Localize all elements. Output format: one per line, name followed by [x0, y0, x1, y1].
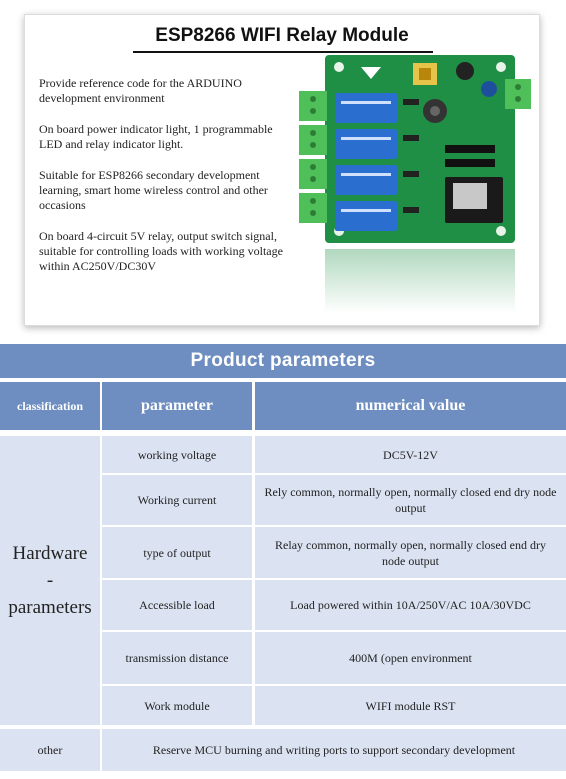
feature-item: On board 4-circuit 5V relay, output switch signal, suitable for controlling loads with working voltage within AC250V/DC30V	[39, 229, 283, 273]
value-header: numerical value	[255, 382, 566, 430]
value-work-module: WIFI module RST	[255, 686, 566, 725]
feature-list	[39, 76, 291, 290]
value-working-voltage: DC5V-12V	[255, 436, 566, 473]
value-type-of-output: Relay common, normally open, normally closed end dry node output	[255, 527, 566, 578]
hardware-parameters-label: Hardware - parameters	[0, 436, 100, 725]
param-accessible-load: Accessible load	[102, 580, 252, 630]
feature-item: Provide reference code for the ARDUINO development environment	[39, 76, 242, 105]
product-title: ESP8266 WIFI Relay Module	[155, 25, 409, 46]
param-working-voltage: working voltage	[102, 436, 252, 473]
board-reflection	[325, 249, 515, 313]
capacitor	[456, 62, 474, 80]
feature-item: On board power indicator light, 1 programmable LED and relay indicator light.	[39, 122, 273, 151]
param-work-module: Work module	[102, 686, 252, 725]
left-terminal-blocks	[299, 91, 327, 223]
value-accessible-load: Load powered within 10A/250V/AC 10A/30VDC	[255, 580, 566, 630]
relay-board-image	[295, 49, 535, 319]
param-type-of-output: type of output	[102, 527, 252, 578]
param-working-current: Working current	[102, 475, 252, 525]
value-transmission-distance: 400M (open environment	[255, 632, 566, 684]
relay-board-drawing	[295, 49, 535, 319]
classification-header: classification	[0, 382, 100, 430]
value-working-current: Rely common, normally open, normally closed end dry node output	[255, 475, 566, 525]
parameter-header: parameter	[102, 382, 252, 430]
other-value: Reserve MCU burning and writing ports to support secondary development	[102, 729, 566, 771]
feature-item: Suitable for ESP8266 secondary development learning, smart home wireless control and other occasions	[39, 168, 268, 212]
param-transmission-distance: transmission distance	[102, 632, 252, 684]
product-parameters-banner: Product parameters	[0, 344, 566, 378]
power-terminal	[505, 79, 531, 109]
product-card	[24, 14, 540, 326]
other-label: other	[0, 729, 100, 771]
